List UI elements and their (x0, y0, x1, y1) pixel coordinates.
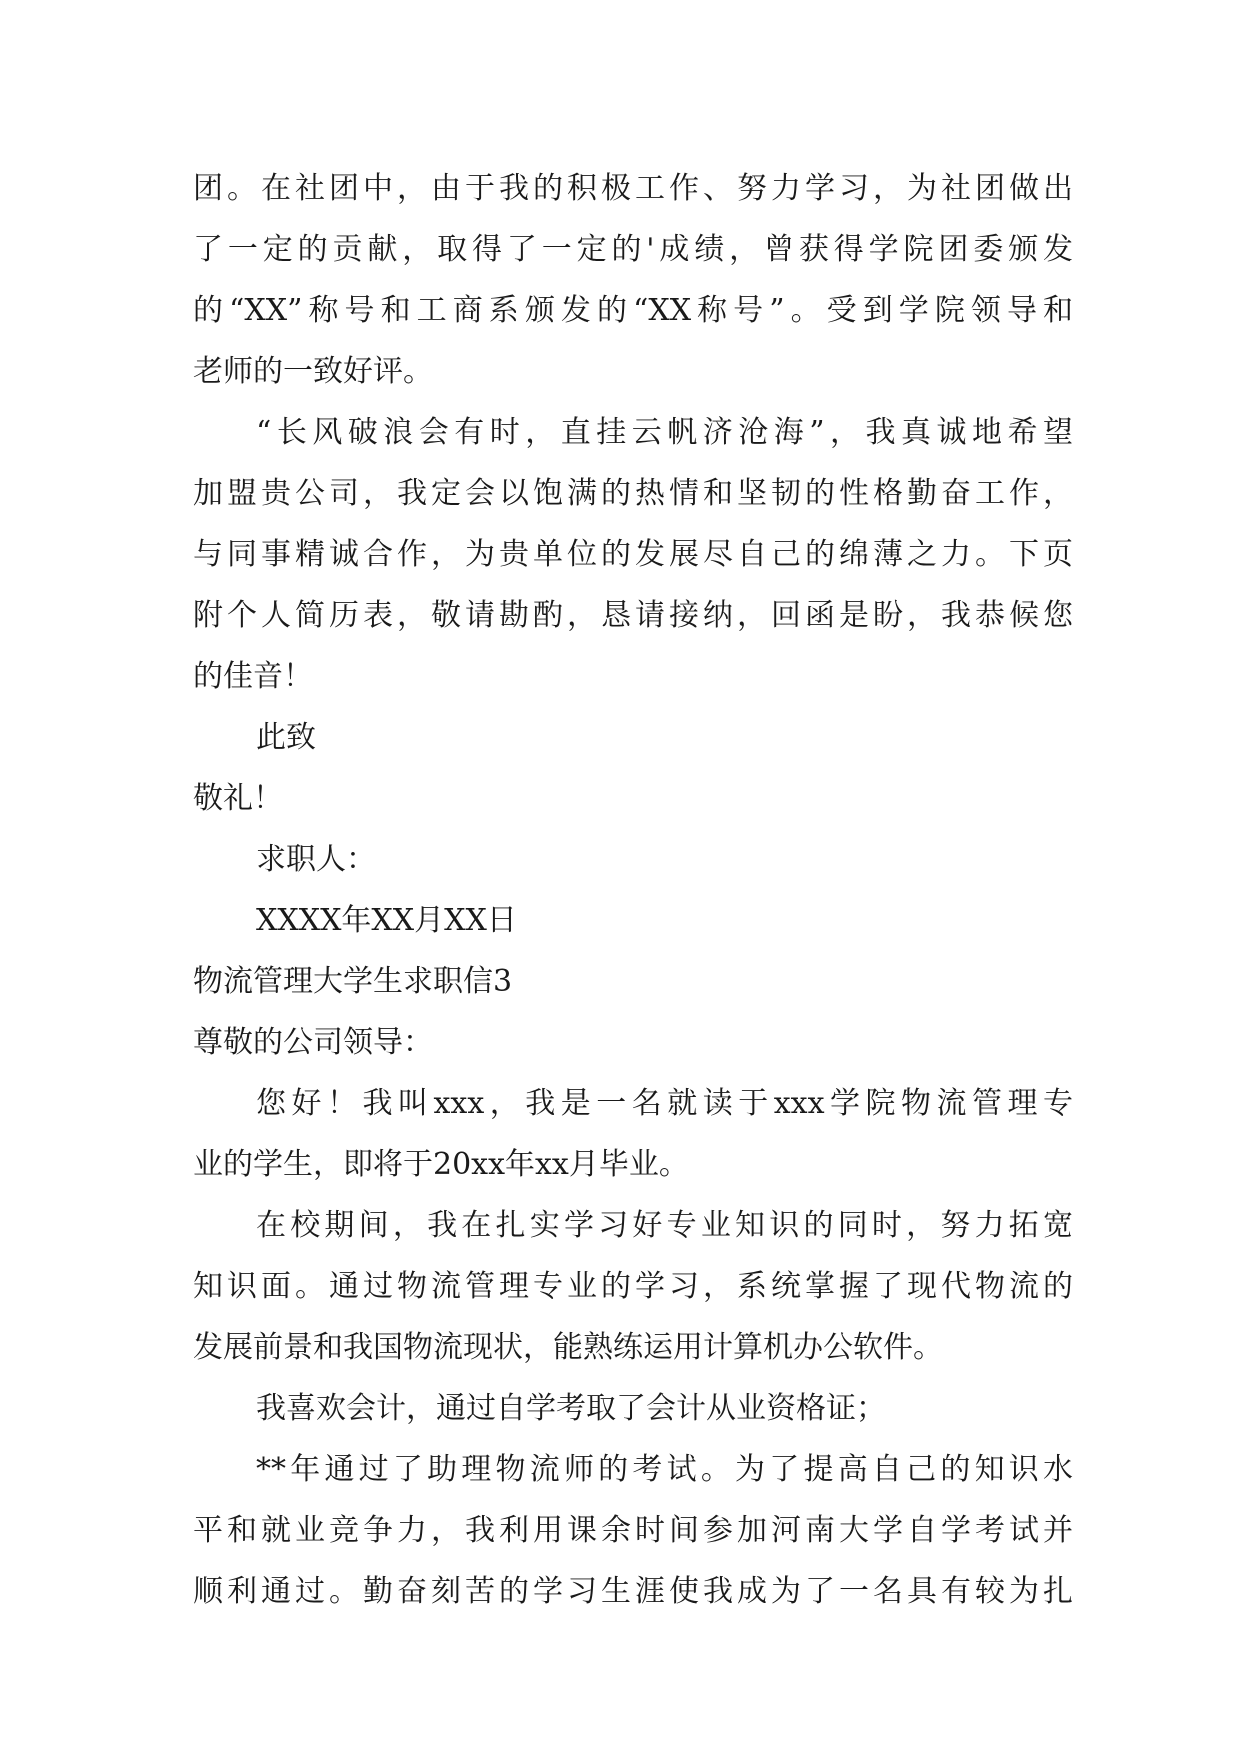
text-line: 业的学生，即将于20xx年xx月毕业。 (193, 1147, 689, 1182)
text-line: 附个人简历表，敬请勘酌，恳请接纳，回函是盼，我恭候您 (193, 598, 1073, 633)
text-line: 与同事精诚合作，为贵单位的发展尽自己的绵薄之力。下页 (193, 537, 1073, 572)
text-line: 加盟贵公司，我定会以饱满的热情和坚韧的性格勤奋工作， (193, 476, 1073, 511)
text-line: 老师的一致好评。 (193, 354, 433, 389)
section-title: 物流管理大学生求职信3 (193, 964, 513, 999)
salutation: 敬礼！ (193, 781, 283, 816)
text-line: **年通过了助理物流师的考试。为了提高自己的知识水 (256, 1452, 1073, 1487)
signature-label: 求职人： (256, 842, 376, 877)
signature-date: XXXX年XX月XX日 (256, 903, 517, 938)
text-line: 团。在社团中，由于我的积极工作、努力学习，为社团做出 (193, 171, 1073, 206)
text-line: 我喜欢会计，通过自学考取了会计从业资格证； (256, 1391, 886, 1426)
text-line: 知识面。通过物流管理专业的学习，系统掌握了现代物流的 (193, 1269, 1073, 1304)
text-line: 您好！我叫xxx，我是一名就读于xxx学院物流管理专 (256, 1086, 1073, 1121)
text-line: 的佳音！ (193, 659, 313, 694)
text-line: 平和就业竞争力，我利用课余时间参加河南大学自学考试并 (193, 1513, 1073, 1548)
greeting: 尊敬的公司领导： (193, 1025, 433, 1060)
text-line: 顺利通过。勤奋刻苦的学习生涯使我成为了一名具有较为扎 (193, 1574, 1073, 1609)
text-line: “长风破浪会有时，直挂云帆济沧海”，我真诚地希望 (256, 415, 1073, 450)
document-body (193, 158, 1073, 1622)
text-line: 的“XX”称号和工商系颁发的“XX称号”。受到学院领导和 (193, 293, 1073, 328)
text-line: 发展前景和我国物流现状，能熟练运用计算机办公软件。 (193, 1330, 943, 1365)
text-line: 了一定的贡献，取得了一定的'成绩，曾获得学院团委颁发 (193, 232, 1073, 267)
closing-phrase: 此致 (256, 720, 316, 755)
text-line: 在校期间，我在扎实学习好专业知识的同时，努力拓宽 (256, 1208, 1073, 1243)
